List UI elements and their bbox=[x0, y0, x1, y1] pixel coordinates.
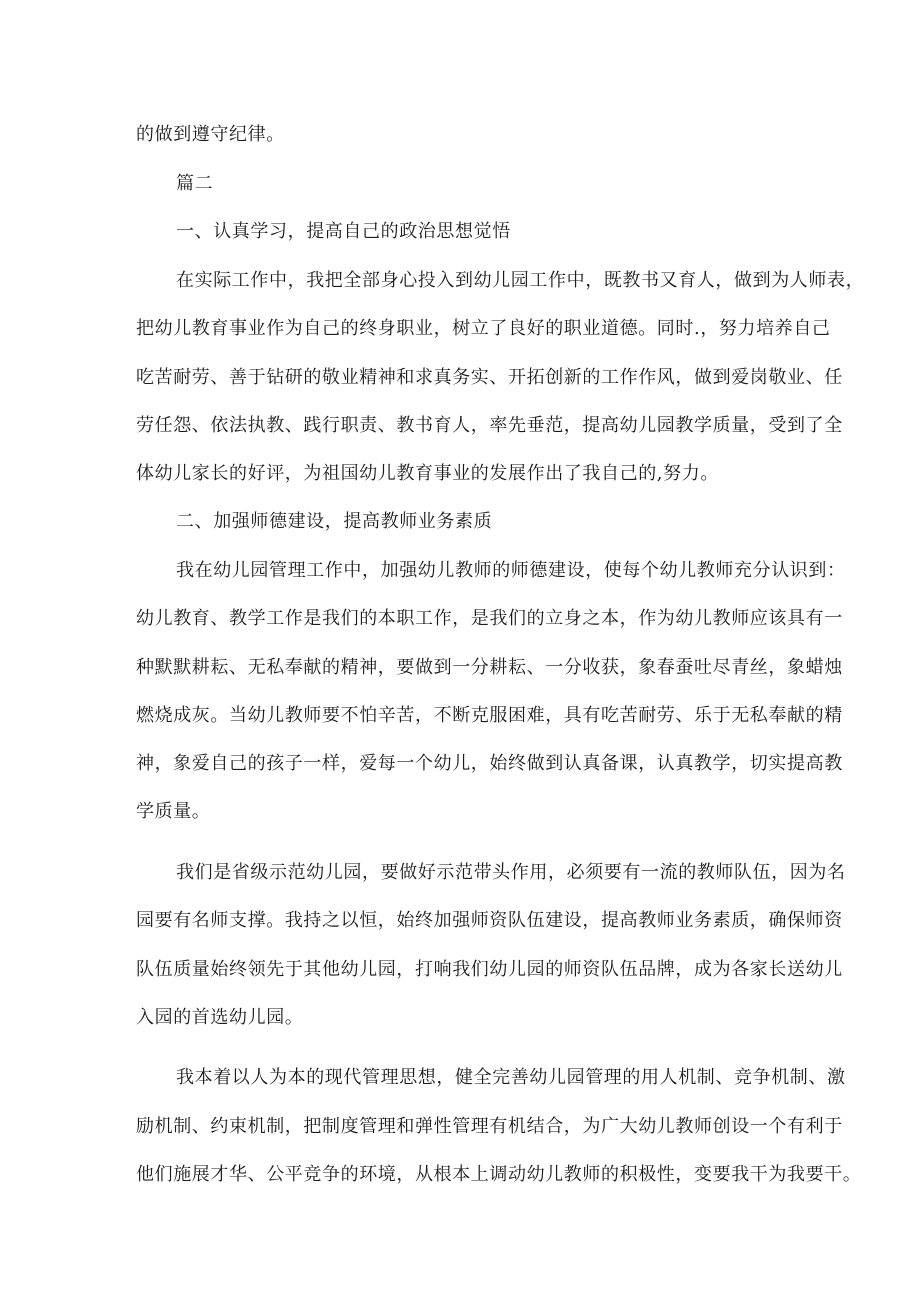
paragraph-line: 学质量。 bbox=[136, 801, 211, 822]
paragraph-line: 他们施展才华、公平竞争的环境，从根本上调动幼儿教师的积极性，变要我干为我要干。 bbox=[136, 1164, 862, 1185]
paragraph-line: 把幼儿教育事业作为自己的终身职业，树立了良好的职业道德。同时.，努力培养自己 bbox=[136, 318, 831, 339]
paragraph-line: 我本着以人为本的现代管理思想，健全完善幼儿园管理的用人机制、竞争机制、激 bbox=[176, 1067, 846, 1088]
paragraph-line: 吃苦耐劳、善于钻研的敬业精神和求真务实、开拓创新的工作作风，做到爱岗敬业、任 bbox=[136, 367, 843, 388]
paragraph-line: 在实际工作中，我把全部身心投入到幼儿园工作中，既教书又育人，做到为人师表， bbox=[176, 270, 865, 291]
paragraph-line: 幼儿教育、教学工作是我们的本职工作，是我们的立身之本，作为幼儿教师应该具有一 bbox=[136, 608, 843, 629]
paragraph-line: 队伍质量始终领先于其他幼儿园，打响我们幼儿园的师资队伍品牌，成为各家长送幼儿 bbox=[136, 959, 843, 980]
paragraph-line: 园要有名师支撑。我持之以恒，始终加强师资队伍建设，提高教师业务素质，确保师资 bbox=[136, 910, 843, 931]
paragraph-line: 励机制、约束机制，把制度管理和弹性管理有机结合，为广大幼儿教师创设一个有利于 bbox=[136, 1116, 843, 1137]
paragraph-line: 劳任怨、依法执教、践行职责、教书育人，率先垂范，提高幼儿园教学质量，受到了全 bbox=[136, 415, 843, 436]
paragraph-line: 我们是省级示范幼儿园，要做好示范带头作用，必须要有一流的教师队伍，因为名 bbox=[176, 862, 846, 883]
part-heading: 篇二 bbox=[176, 173, 214, 194]
paragraph-line: 燃烧成灰。当幼儿教师要不怕辛苦，不断克服困难，具有吃苦耐劳、乐于无私奉献的精 bbox=[136, 705, 843, 726]
section1-heading: 一、认真学习，提高自己的政治思想觉悟 bbox=[176, 221, 511, 242]
paragraph-line: 我在幼儿园管理工作中，加强幼儿教师的师德建设，使每个幼儿教师充分认识到： bbox=[176, 560, 846, 581]
paragraph-line: 入园的首选幼儿园。 bbox=[136, 1007, 304, 1028]
paragraph-line: 神，象爱自己的孩子一样，爱每一个幼儿，始终做到认真备课，认真教学，切实提高教 bbox=[136, 753, 843, 774]
continuation-text: 的做到遵守纪律。 bbox=[136, 124, 285, 145]
paragraph-line: 体幼儿家长的好评，为祖国幼儿教育事业的发展作出了我自己的,努力。 bbox=[136, 463, 719, 484]
section2-heading: 二、加强师德建设，提高教师业务素质 bbox=[176, 511, 493, 532]
paragraph-line: 种默默耕耘、无私奉献的精神，要做到一分耕耘、一分收获，象春蚕吐尽青丝，象蜡烛 bbox=[136, 657, 843, 678]
